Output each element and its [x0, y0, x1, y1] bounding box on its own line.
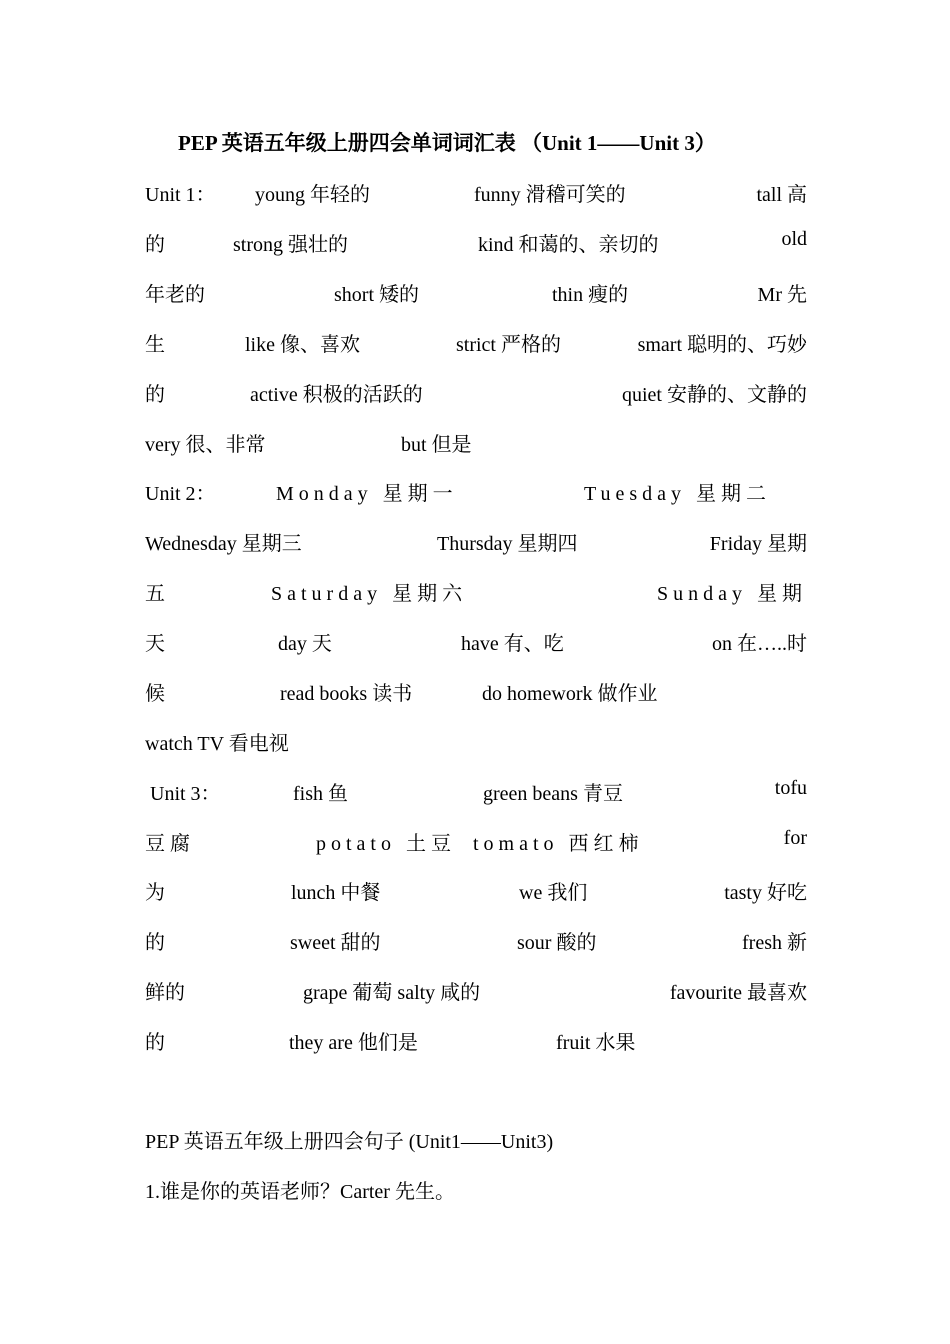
- vocab-entry: tofu: [774, 777, 807, 799]
- vocab-entry: kind 和蔼的、亲切的: [478, 234, 659, 256]
- vocab-entry: 的: [145, 932, 165, 954]
- vocab-entry: tall 高: [756, 184, 807, 206]
- unit2-line-5: [145, 677, 807, 707]
- vocab-entry: green beans 青豆: [483, 783, 623, 805]
- vocab-entry: 天: [145, 633, 165, 655]
- unit1-line-2: [145, 228, 807, 258]
- vocabulary-title: PEP 英语五年级上册四会单词词汇表 （Unit 1——Unit 3）: [178, 131, 716, 155]
- vocab-entry: on 在…..时: [712, 633, 807, 655]
- vocab-entry: Friday 星期: [709, 533, 807, 555]
- vocab-entry: lunch 中餐: [291, 882, 381, 904]
- vocab-entry: do homework 做作业: [482, 683, 658, 705]
- vocab-entry: favourite 最喜欢: [669, 982, 807, 1004]
- vocab-entry: we 我们: [519, 882, 588, 904]
- vocab-entry: fish 鱼: [293, 783, 348, 805]
- unit3-label: Unit 3：: [150, 783, 221, 805]
- vocab-entry: strict 严格的: [456, 334, 561, 356]
- vocab-entry: Saturday 星期六: [271, 583, 468, 605]
- vocab-entry: fresh 新: [742, 932, 807, 954]
- vocab-entry: thin 瘦的: [552, 284, 629, 306]
- vocab-entry: quiet 安静的、文静的: [622, 384, 807, 406]
- vocab-entry: 的: [145, 234, 165, 256]
- vocab-entry: active 积极的活跃的: [250, 384, 423, 406]
- unit3-line-6: [145, 1026, 807, 1056]
- vocab-entry: tomato 西红柿: [473, 833, 644, 855]
- unit1-label: Unit 1：: [145, 184, 216, 206]
- vocab-entry: old: [781, 228, 807, 250]
- vocab-entry: fruit 水果: [556, 1032, 636, 1054]
- vocab-entry: strong 强壮的: [233, 234, 348, 256]
- unit3-line-2: [145, 827, 807, 857]
- vocab-entry: Wednesday 星期三: [145, 533, 302, 555]
- vocab-entry: sweet 甜的: [290, 932, 381, 954]
- vocab-entry: young 年轻的: [255, 184, 370, 206]
- unit3-line-3: [145, 876, 807, 906]
- unit3-line-4: [145, 926, 807, 956]
- vocab-entry: Mr 先: [757, 284, 807, 306]
- unit2-line-1: [145, 477, 807, 507]
- vocab-entry: watch TV 看电视: [145, 733, 289, 755]
- unit1-line-1: [145, 178, 807, 208]
- vocab-entry: potato 土豆: [316, 833, 456, 855]
- vocab-entry: 五: [145, 583, 165, 605]
- vocab-entry: 鲜的: [145, 982, 185, 1004]
- unit1-line-6: [145, 428, 807, 458]
- vocab-entry: grape 葡萄 salty 咸的: [303, 982, 481, 1004]
- vocab-entry: 生: [145, 334, 165, 356]
- vocab-entry: 的: [145, 1032, 165, 1054]
- vocab-entry: 候: [145, 683, 165, 705]
- vocab-entry: smart 聪明的、巧妙: [637, 334, 807, 356]
- unit2-label: Unit 2：: [145, 483, 216, 505]
- vocab-entry: sour 酸的: [517, 932, 597, 954]
- vocab-entry: Tuesday 星期二: [584, 483, 772, 505]
- vocab-entry: day 天: [278, 633, 332, 655]
- vocab-entry: have 有、吃: [461, 633, 564, 655]
- unit3-line-1: [145, 777, 807, 807]
- vocab-entry: funny 滑稽可笑的: [474, 184, 626, 206]
- vocab-entry: very 很、非常: [145, 434, 266, 456]
- vocab-entry: for: [783, 827, 807, 849]
- sentences-heading: PEP 英语五年级上册四会句子 (Unit1——Unit3): [145, 1131, 554, 1153]
- vocab-entry: read books 读书: [280, 683, 413, 705]
- vocab-entry: Monday 星期一: [276, 483, 458, 505]
- unit1-line-4: [145, 328, 807, 358]
- unit2-line-2: [145, 527, 807, 557]
- vocab-entry: 年老的: [145, 284, 205, 306]
- vocab-entry: like 像、喜欢: [245, 334, 360, 356]
- vocab-entry: but 但是: [401, 434, 472, 456]
- vocab-entry: Thursday 星期四: [437, 533, 578, 555]
- vocab-entry: 为: [145, 882, 165, 904]
- vocab-entry: Sunday 星期: [657, 583, 807, 605]
- vocab-entry: short 矮的: [334, 284, 419, 306]
- unit2-line-6: [145, 727, 807, 757]
- unit3-line-5: [145, 976, 807, 1006]
- unit1-line-3: [145, 278, 807, 308]
- sentence-item: 1.谁是你的英语老师？Carter 先生。: [145, 1181, 455, 1203]
- unit2-line-3: [145, 577, 807, 607]
- vocab-entry: 豆腐: [145, 833, 195, 855]
- unit1-line-5: [145, 378, 807, 408]
- vocab-entry: 的: [145, 384, 165, 406]
- unit2-line-4: [145, 627, 807, 657]
- vocab-entry: they are 他们是: [289, 1032, 418, 1054]
- vocab-entry: tasty 好吃: [724, 882, 807, 904]
